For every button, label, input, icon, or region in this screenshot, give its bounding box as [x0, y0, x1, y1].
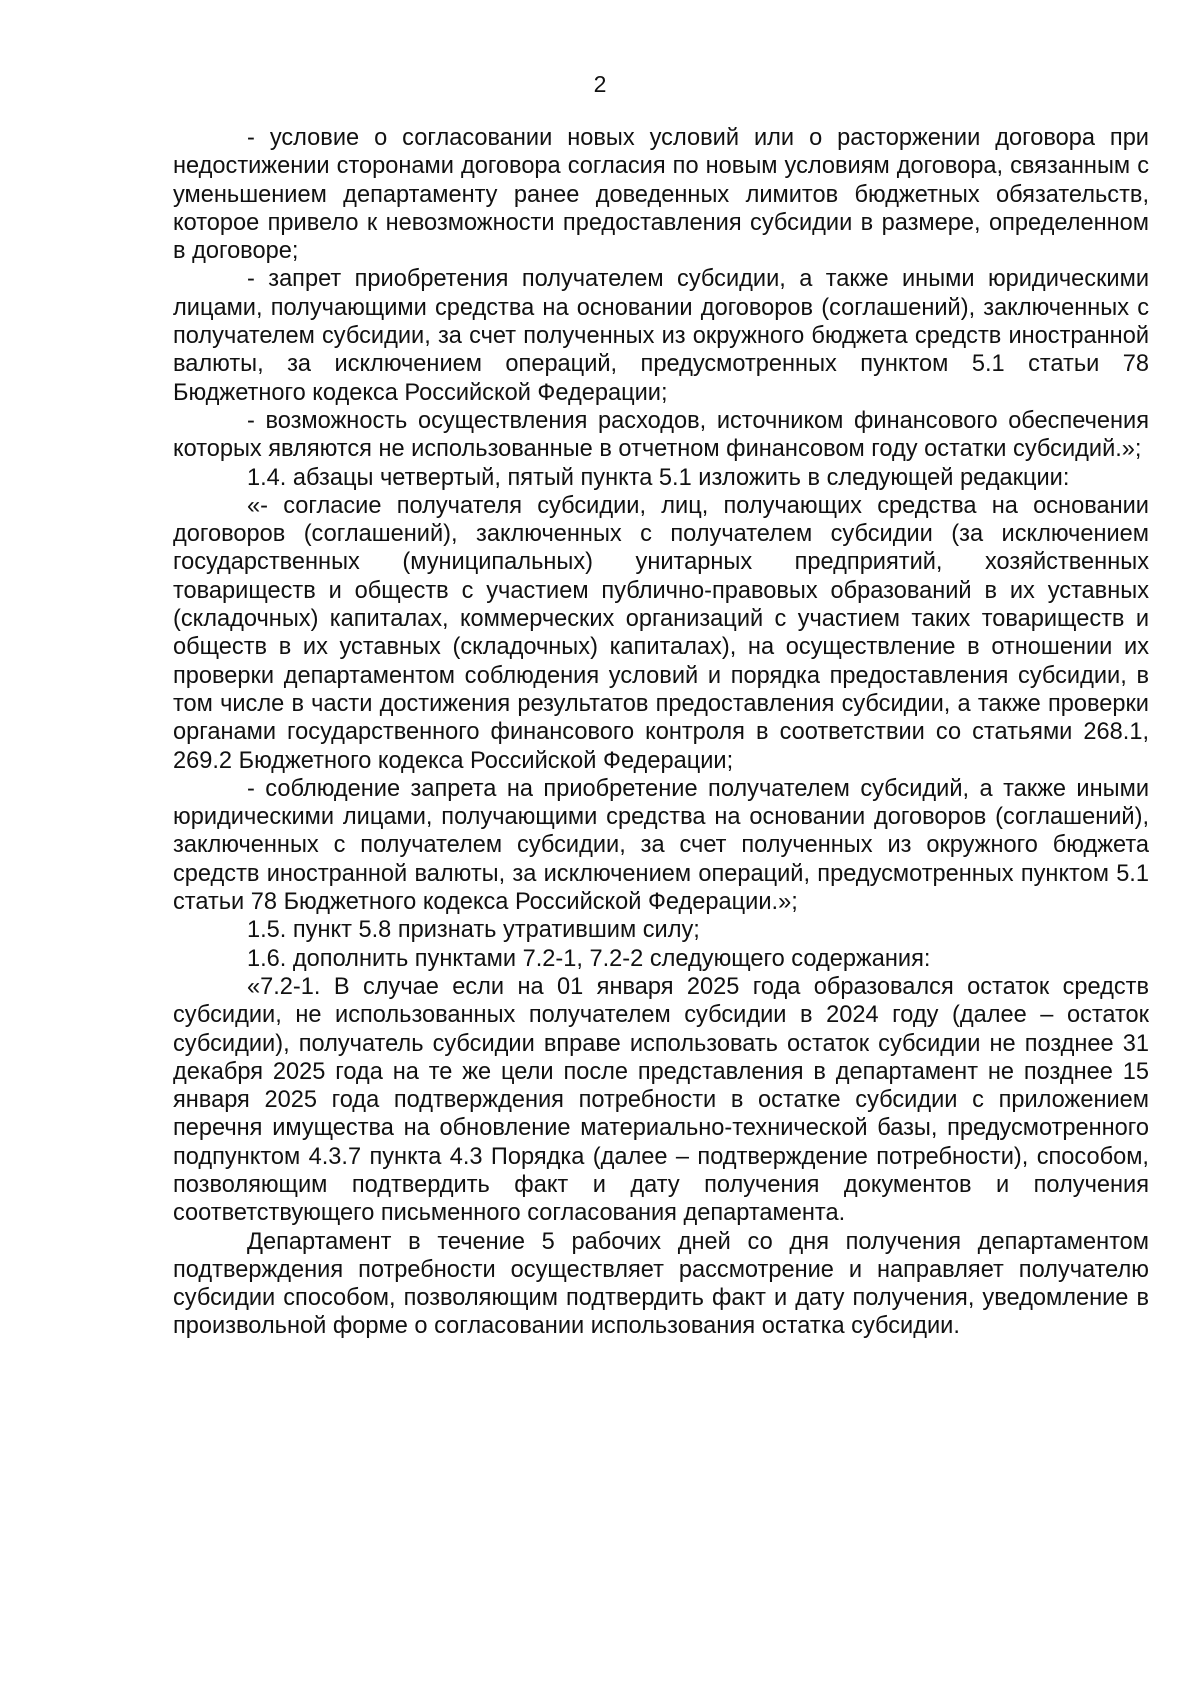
paragraph-item-7-2-1: «7.2-1. В случае если на 01 января 2025 года образовался остаток средств субсидии, не использованных получателем субсидии в 2024 году (далее – остаток субсидии), получатель субсидии вправе использовать остаток субсидии не позднее 31 декабря 2025 года на те же цели после представления в департамент не позднее 15 января 2025 года подтверждения потребности в остатке субсидии с приложением перечня имущества на обновление материально-технической базы, предусмотренного подпунктом 4.3.7 пункта 4.3 Порядка (далее – подтверждение потребности), способом, позволяющим подтвердить факт и дату получения документов и получения соответствующего письменного согласования департамента.: [173, 973, 1149, 1227]
paragraph-expenses-possibility: - возможность осуществления расходов, источником финансового обеспечения которых являются не использованные в отчетном финансовом году остатки субсидий.»;: [173, 407, 1149, 463]
paragraph-consent-inspection: «- согласие получателя субсидии, лиц, получающих средства на основании договоров (соглашений), заключенных с получателем субсидии (за исключением государственных (муниципальных) унитарных предприятий, хозяйственных товариществ и обществ с участием публично-правовых образований в их уставных (складочных) капиталах, коммерческих организаций с участием таких товариществ и обществ в их уставных (складочных) капиталах), на осуществление в отношении их проверки департаментом соблюдения условий и порядка предоставления субсидии, в том числе в части достижения результатов предоставления субсидии, а также проверки органами государственного финансового контроля в соответствии со статьями 268.1, 269.2 Бюджетного кодекса Российской Федерации;: [173, 492, 1149, 774]
paragraph-ban-compliance: - соблюдение запрета на приобретение получателем субсидий, а также иными юридическими лицами, получающими средства на основании договоров (соглашений), заключенных с получателем субсидии, за счет полученных из окружного бюджета средств иностранной валюты, за исключением операций, предусмотренных пунктом 5.1 статьи 78 Бюджетного кодекса Российской Федерации.»;: [173, 775, 1149, 916]
page-number: 2: [593, 71, 607, 97]
document-body: [173, 124, 1149, 1341]
paragraph-currency-ban: - запрет приобретения получателем субсидии, а также иными юридическими лицами, получающими средства на основании договоров (соглашений), заключенных с получателем субсидии, за счет полученных из окружного бюджета средств иностранной валюты, за исключением операций, предусмотренных пунктом 5.1 статьи 78 Бюджетного кодекса Российской Федерации;: [173, 266, 1149, 406]
paragraph-department-review: Департамент в течение 5 рабочих дней со дня получения департаментом подтверждения потребности осуществляет рассмотрение и направляет получателю субсидии способом, позволяющим подтвердить факт и дату получения, уведомление в произвольной форме о согласовании использования остатка субсидии.: [173, 1228, 1149, 1340]
paragraph-item-1-5: 1.5. пункт 5.8 признать утратившим силу;: [247, 917, 700, 944]
paragraph-item-1-4: 1.4. абзацы четвертый, пятый пункта 5.1 изложить в следующей редакции:: [247, 464, 1070, 491]
paragraph-condition-agreement: - условие о согласовании новых условий или о расторжении договора при недостижении сторонами договора согласия по новым условиям договора, связанным с уменьшением департаменту ранее доведенных лимитов бюджетных обязательств, которое привело к невозможности предоставления субсидии в размере, определенном в договоре;: [173, 125, 1149, 265]
paragraph-item-1-6: 1.6. дополнить пунктами 7.2-1, 7.2-2 следующего содержания:: [247, 945, 931, 972]
